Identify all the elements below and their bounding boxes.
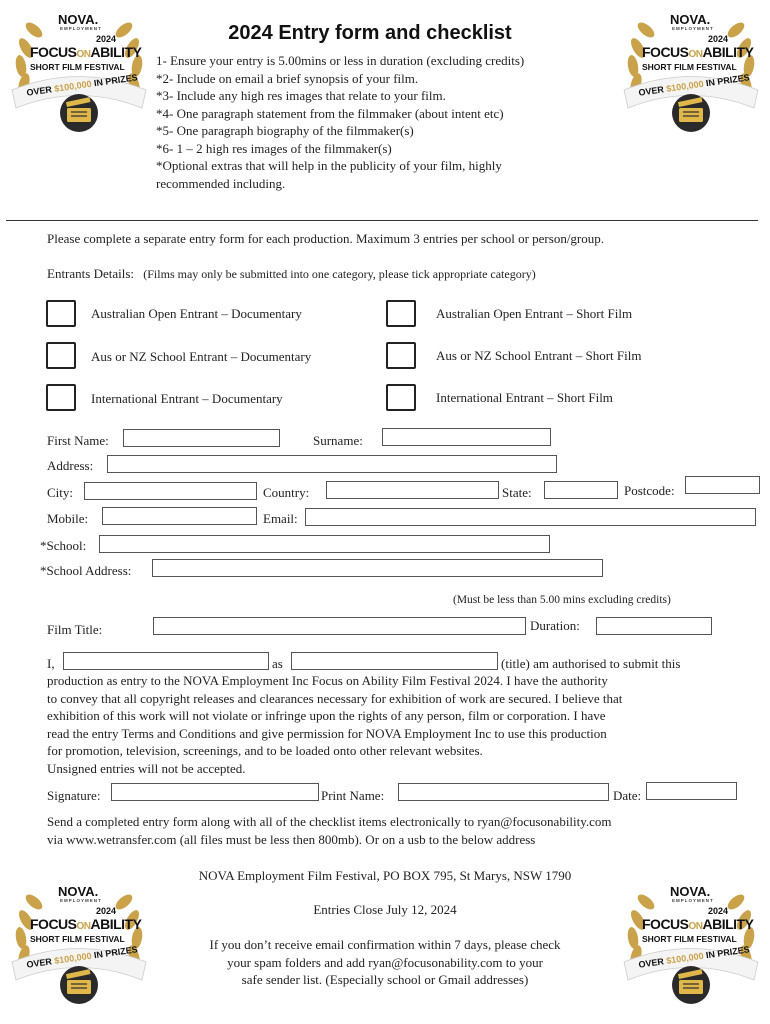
print-name-field[interactable] — [398, 783, 609, 801]
logo-ability: ABILITY — [702, 44, 754, 60]
logo-on: ON — [688, 49, 703, 60]
footer-line: If you don’t receive email confirmation within 7 days, please check — [209, 937, 561, 952]
postcode-field[interactable] — [685, 476, 760, 494]
logo-focus: FOCUS — [642, 44, 689, 60]
logo-prize-text: IN PRIZES — [705, 72, 751, 89]
footer-line: safe sender list. (Especially school or Gmail addresses) — [241, 972, 529, 987]
checkbox-international-short-film[interactable] — [386, 384, 416, 411]
mobile-field[interactable] — [102, 507, 257, 525]
declarant-name-field[interactable] — [63, 652, 269, 670]
send-instructions — [47, 813, 612, 848]
school-address-label: *School Address: — [40, 563, 132, 578]
first-name-field[interactable] — [123, 429, 280, 447]
logo-prize-over: OVER — [25, 956, 53, 970]
logo-focus-on-ability — [30, 44, 141, 60]
logo-on: ON — [76, 49, 91, 60]
declaration-text — [47, 672, 622, 777]
checkbox-australian-open-short-film[interactable] — [386, 300, 416, 327]
as-label: as — [272, 656, 283, 671]
logo-festival: SHORT FILM FESTIVAL — [30, 62, 125, 72]
country-field[interactable] — [326, 481, 499, 499]
entrants-label: Entrants Details: — [47, 266, 135, 281]
logo-sub: EMPLOYMENT — [60, 898, 102, 903]
logo-year: 2024 — [96, 34, 117, 44]
logo-prize-amount: $100,000 — [53, 950, 93, 966]
checkbox-australian-open-documentary[interactable] — [46, 300, 76, 327]
logo-brand: NOVA. — [670, 12, 711, 27]
email-field[interactable] — [305, 508, 756, 526]
checklist-item: 1- Ensure your entry is 5.00mins or less in duration (excluding credits) — [156, 53, 525, 68]
logo-festival: SHORT FILM FESTIVAL — [642, 934, 737, 944]
category-label: Aus or NZ School Entrant – Short Film — [436, 348, 642, 363]
signature-label: Signature: — [47, 788, 101, 803]
logo-on: ON — [688, 921, 703, 932]
surname-field[interactable] — [382, 428, 551, 446]
logo-top-right — [616, 8, 766, 138]
entries-close: Entries Close July 12, 2024 — [313, 902, 457, 917]
address-field[interactable] — [107, 455, 557, 473]
logo-prize-amount: $100,000 — [53, 78, 93, 94]
date-label: Date: — [613, 788, 642, 803]
checkbox-international-documentary[interactable] — [46, 384, 76, 411]
checkbox-school-documentary[interactable] — [46, 342, 76, 369]
logo-year: 2024 — [708, 34, 729, 44]
logo-focus: FOCUS — [30, 44, 77, 60]
logo-prize-over: OVER — [637, 956, 665, 970]
logo-sub: EMPLOYMENT — [672, 898, 714, 903]
postal-address: NOVA Employment Film Festival, PO BOX 795, St Marys, NSW 1790 — [198, 868, 572, 883]
school-field[interactable] — [99, 535, 550, 553]
logo-brand: NOVA. — [670, 884, 711, 899]
state-label: State: — [502, 485, 532, 500]
checklist-item: recommended including. — [156, 175, 286, 191]
declaration-line: Unsigned entries will not be accepted. — [47, 760, 246, 776]
logo-sub: EMPLOYMENT — [60, 26, 102, 31]
category-label: Australian Open Entrant – Short Film — [436, 306, 633, 321]
film-title-label: Film Title: — [47, 622, 103, 637]
checklist-item: *4- One paragraph statement from the filmmaker (about intent etc) — [156, 105, 504, 121]
declarant-title-field[interactable] — [291, 652, 498, 670]
category-label: International Entrant – Short Film — [436, 390, 613, 405]
logo-focus-on-ability — [642, 916, 753, 932]
email-label: Email: — [263, 511, 298, 526]
logo-focus-on-ability — [642, 44, 753, 60]
send-line: via www.wetransfer.com (all files must be less then 800mb). Or on a usb to the below address — [47, 831, 536, 847]
divider — [6, 220, 758, 221]
intro-text: Please complete a separate entry form for each production. Maximum 3 entries per school or person/group. — [47, 231, 605, 246]
logo-prize-text: IN PRIZES — [93, 72, 139, 89]
surname-label: Surname: — [313, 433, 363, 448]
first-name-label: First Name: — [47, 433, 109, 448]
signature-field[interactable] — [111, 783, 319, 801]
logo-on: ON — [76, 921, 91, 932]
logo-ability: ABILITY — [702, 916, 754, 932]
state-field[interactable] — [544, 481, 618, 499]
checklist-item: *5- One paragraph biography of the filmmaker(s) — [156, 123, 414, 138]
city-field[interactable] — [84, 482, 257, 500]
logo-prize-text: IN PRIZES — [705, 944, 751, 961]
logo-prize-over: OVER — [637, 84, 665, 98]
checklist — [156, 52, 524, 192]
city-label: City: — [47, 485, 74, 500]
logo-prize-amount: $100,000 — [665, 78, 705, 94]
address-label: Address: — [47, 458, 94, 473]
declaration-line: production as entry to the NOVA Employment Inc Focus on Ability Film Festival 2024. I have the authority — [47, 673, 608, 688]
checklist-item: *6- 1 – 2 high res images of the filmmaker(s) — [156, 140, 392, 156]
duration-note: (Must be less than 5.00 mins excluding credits) — [453, 594, 671, 606]
logo-top-left — [4, 8, 154, 138]
duration-field[interactable] — [596, 617, 712, 635]
logo-focus: FOCUS — [30, 916, 77, 932]
logo-bottom-right — [616, 880, 766, 1010]
checklist-item: *Optional extras that will help in the publicity of your film, highly — [156, 158, 502, 173]
title-authorised-text: (title) am authorised to submit this — [501, 656, 681, 671]
declaration-line: exhibition of this work will not violate or infringe upon the rights of any person, film or corporation. I have — [47, 708, 606, 723]
declaration-line: read the entry Terms and Conditions and give permission for NOVA Employment Inc to use this production — [47, 725, 607, 741]
i-label: I, — [47, 656, 55, 671]
date-field[interactable] — [646, 782, 737, 800]
mobile-label: Mobile: — [47, 511, 89, 526]
entrants-heading — [47, 265, 536, 284]
logo-bottom-left — [4, 880, 154, 1010]
send-line: Send a completed entry form along with all of the checklist items electronically to ryan@focusonability.com — [47, 814, 612, 829]
checkbox-school-short-film[interactable] — [386, 342, 416, 369]
entrants-note: (Films may only be submitted into one category, please tick appropriate category) — [143, 267, 536, 281]
logo-focus-on-ability — [30, 916, 141, 932]
category-label: International Entrant – Documentary — [91, 391, 283, 406]
logo-brand: NOVA. — [58, 12, 99, 27]
country-label: Country: — [263, 485, 310, 500]
logo-prize-text: IN PRIZES — [93, 944, 139, 961]
declaration-line: for promotion, television, screenings, and to be loaded onto other relevant websites. — [47, 743, 483, 758]
logo-prize-over: OVER — [25, 84, 53, 98]
category-label: Australian Open Entrant – Documentary — [91, 306, 302, 321]
page-title: 2024 Entry form and checklist — [228, 22, 512, 44]
logo-ability: ABILITY — [90, 44, 142, 60]
postcode-label: Postcode: — [624, 483, 675, 498]
school-label: *School: — [40, 538, 87, 553]
logo-focus: FOCUS — [642, 916, 689, 932]
footer-line: your spam folders and add ryan@focusonability.com to your — [227, 954, 543, 970]
logo-ability: ABILITY — [90, 916, 142, 932]
duration-label: Duration: — [530, 618, 580, 633]
logo-year: 2024 — [708, 906, 729, 916]
logo-year: 2024 — [96, 906, 117, 916]
school-address-field[interactable] — [152, 559, 603, 577]
checklist-item: *3- Include any high res images that relate to your film. — [156, 88, 446, 103]
logo-sub: EMPLOYMENT — [672, 26, 714, 31]
logo-brand: NOVA. — [58, 884, 99, 899]
logo-festival: SHORT FILM FESTIVAL — [642, 62, 737, 72]
footer-note — [150, 936, 620, 989]
logo-festival: SHORT FILM FESTIVAL — [30, 934, 125, 944]
category-label: Aus or NZ School Entrant – Documentary — [91, 349, 312, 364]
print-name-label: Print Name: — [321, 788, 385, 803]
logo-prize-amount: $100,000 — [665, 950, 705, 966]
checklist-item: *2- Include on email a brief synopsis of your film. — [156, 70, 419, 86]
declaration-line: to convey that all copyright releases and clearances necessary for exhibition of work are secured. I believe that — [47, 690, 623, 706]
film-title-field[interactable] — [153, 617, 526, 635]
